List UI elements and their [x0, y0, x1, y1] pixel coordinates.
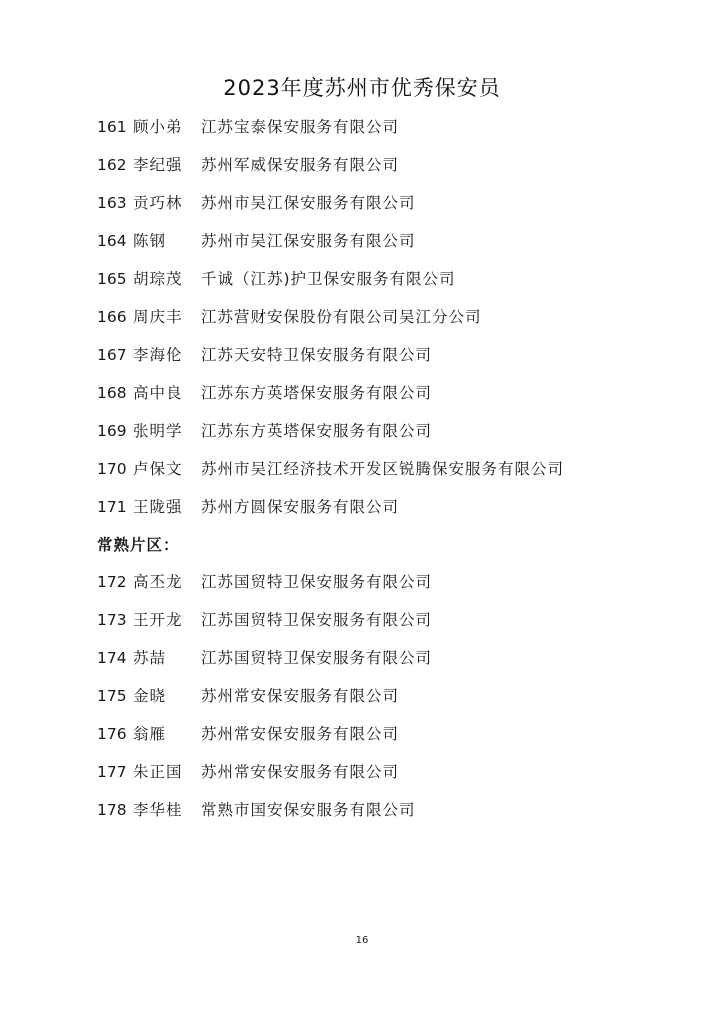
entry-name: 高中良 [133, 384, 183, 402]
entry-number: 164 [97, 232, 127, 250]
entry-company: 江苏国贸特卫保安服务有限公司 [201, 611, 433, 629]
entry-number: 162 [97, 156, 127, 174]
entry-name: 金晓 [133, 687, 167, 705]
entry-name: 李海伦 [133, 346, 183, 364]
list-item [97, 418, 432, 444]
entry-company: 江苏天安特卫保安服务有限公司 [201, 346, 433, 364]
section-heading-changshu: 常熟片区： [97, 536, 180, 554]
entry-name: 李华桂 [133, 801, 183, 819]
list-item [97, 797, 416, 823]
entry-name: 王开龙 [133, 611, 183, 629]
list-item [97, 607, 432, 633]
entry-company: 苏州方圆保安服务有限公司 [201, 498, 400, 516]
list-item [97, 266, 456, 292]
list-item [97, 683, 399, 709]
entry-number: 170 [97, 460, 127, 478]
entry-name: 王陇强 [133, 498, 183, 516]
entry-number: 163 [97, 194, 127, 212]
entry-company: 常熟市国安保安服务有限公司 [201, 801, 416, 819]
entry-number: 172 [97, 573, 127, 591]
entry-name: 苏喆 [133, 649, 167, 667]
list-item [97, 380, 432, 406]
list-item [97, 569, 432, 595]
entry-company: 江苏国贸特卫保安服务有限公司 [201, 649, 433, 667]
entry-number: 178 [97, 801, 127, 819]
entry-name: 卢保文 [133, 460, 183, 478]
entry-company: 苏州常安保安服务有限公司 [201, 763, 400, 781]
entry-name: 翁雁 [133, 725, 167, 743]
list-item [97, 114, 399, 140]
entry-company: 江苏营财安保股份有限公司吴江分公司 [201, 308, 482, 326]
entry-name: 周庆丰 [133, 308, 183, 326]
entry-number: 177 [97, 763, 127, 781]
entry-company: 江苏宝泰保安服务有限公司 [201, 118, 400, 136]
list-item [97, 304, 482, 330]
entry-number: 168 [97, 384, 127, 402]
entry-number: 174 [97, 649, 127, 667]
list-item [97, 494, 399, 520]
list-item [97, 456, 564, 482]
entry-name: 胡琮茂 [133, 270, 183, 288]
entry-name: 陈钢 [133, 232, 167, 250]
entry-company: 苏州市吴江保安服务有限公司 [201, 232, 416, 250]
page-number: 16 [355, 935, 369, 946]
list-item [97, 645, 432, 671]
list-item [97, 759, 399, 785]
entry-number: 167 [97, 346, 127, 364]
entry-company: 江苏东方英塔保安服务有限公司 [201, 384, 433, 402]
list-item [97, 342, 432, 368]
entry-company: 江苏国贸特卫保安服务有限公司 [201, 573, 433, 591]
entry-name: 张明学 [133, 422, 183, 440]
entry-name: 高丕龙 [133, 573, 183, 591]
entry-number: 169 [97, 422, 127, 440]
entry-number: 173 [97, 611, 127, 629]
entry-number: 166 [97, 308, 127, 326]
entry-number: 176 [97, 725, 127, 743]
entry-number: 175 [97, 687, 127, 705]
entry-company: 苏州常安保安服务有限公司 [201, 687, 400, 705]
entry-name: 李纪强 [133, 156, 183, 174]
list-item [97, 190, 416, 216]
entry-company: 千诚（江苏)护卫保安服务有限公司 [201, 270, 456, 288]
entry-name: 顾小弟 [133, 118, 183, 136]
entry-name: 贡巧林 [133, 194, 183, 212]
entry-company: 苏州常安保安服务有限公司 [201, 725, 400, 743]
entry-number: 165 [97, 270, 127, 288]
list-item [97, 152, 399, 178]
entry-number: 171 [97, 498, 127, 516]
entry-name: 朱正国 [133, 763, 183, 781]
entry-company: 江苏东方英塔保安服务有限公司 [201, 422, 433, 440]
list-item [97, 228, 416, 254]
entry-company: 苏州军威保安服务有限公司 [201, 156, 400, 174]
entry-number: 161 [97, 118, 127, 136]
entry-company: 苏州市吴江经济技术开发区锐腾保安服务有限公司 [201, 460, 565, 478]
list-item [97, 721, 399, 747]
page-title: 2023年度苏州市优秀保安员 [223, 76, 501, 100]
entry-company: 苏州市吴江保安服务有限公司 [201, 194, 416, 212]
